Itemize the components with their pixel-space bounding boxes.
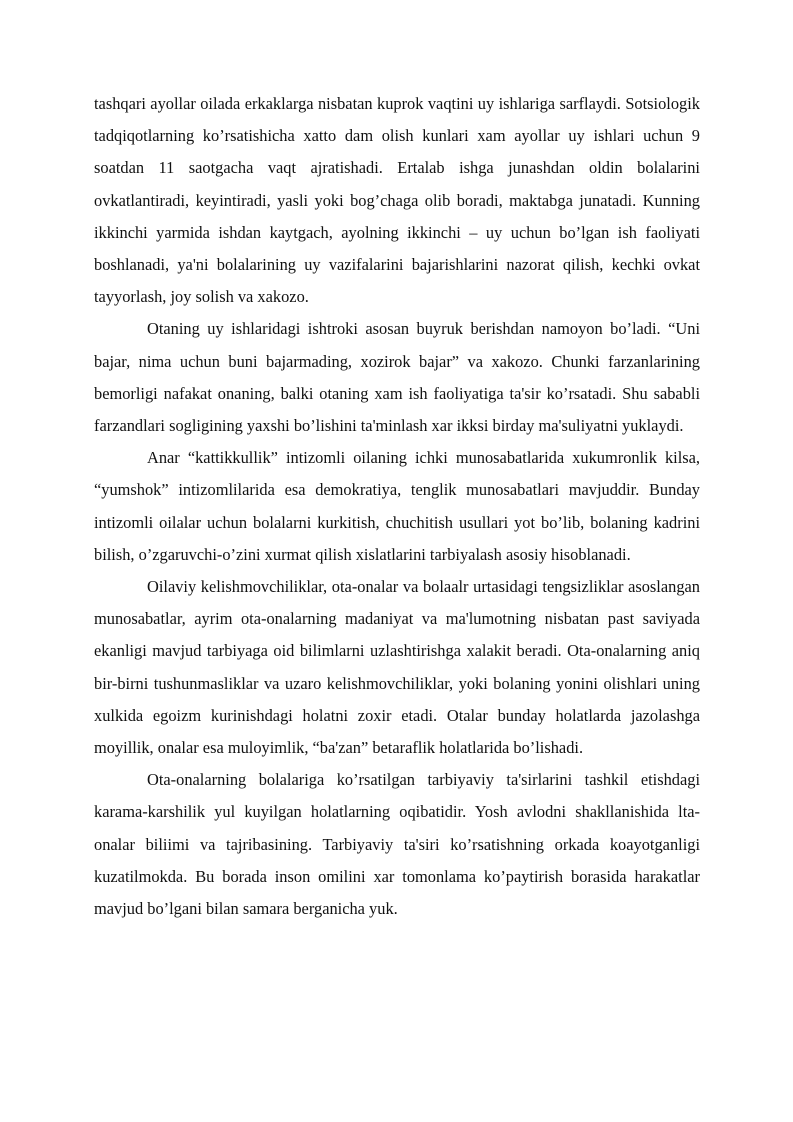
paragraph-2: Otaning uy ishlaridagi ishtroki asosan buyruk berishdan namoyon bo’ladi. “Uni bajar, nima uchun buni bajarmading, xozirok bajar” va xakozo. Chunki farzanlarining bemorligi nafakat onaning, balki otaning xam ish faoliyatiga ta'sir ko’rsatadi. Shu sababli farzandlari sogligining yaxshi bo’lishini ta'minlash xar ikksi birday ma'suliyatni yuklaydi.: [94, 319, 700, 436]
document-page: [94, 88, 700, 925]
paragraph-1: tashqari ayollar oilada erkaklarga nisbatan kuprok vaqtini uy ishlariga sarflaydi. Sotsiologik tadqiqotlarning ko’rsatishicha xatto dam olish kunlari xam ayollar uy ishlari uchun 9 soatdan 11 saotgacha vaqt ajratishadi. Ertalab ishga junashdan oldin bolalarini ovkatlantiradi, keyintiradi, yasli yoki bog’chaga olib boradi, maktabga junatadi. Kunning ikkinchi yarmida ishdan kaytgach, ayolning ikkinchi – uy uchun bo’lgan ish faoliyati boshlanadi, ya'ni bolalarining uy vazifalarini bajarishlarini nazorat qilish, kechki ovkat tayyorlash, joy solish va xakozo.: [94, 94, 700, 307]
paragraph-5: Ota-onalarning bolalariga ko’rsatilgan tarbiyaviy ta'sirlarini tashkil etishdagi karama-karshilik yul kuyilgan holatlarning oqibatidir. Yosh avlodni shakllanishida lta-onalar biliimi va tajribasining. Tarbiyaviy ta'siri ko’rsatishning orkada koayotganligi kuzatilmokda. Bu borada inson omilini xar tomonlama ko’paytirish borasida harakatlar mavjud bo’lgani bilan samara berganicha yuk.: [94, 770, 700, 919]
paragraph-3: Anar “kattikkullik” intizomli oilaning ichki munosabatlarida xukumronlik kilsa, “yumshok” intizomlilarida esa demokratiya, tenglik munosabatlari mavjuddir. Bunday intizomli oilalar uchun bolalarni kurkitish, chuchitish usullari yot bo’lib, bolaning kadrini bilish, o’zgaruvchi-o’zini xurmat qilish xislatlarini tarbiyalash asosiy hisoblanadi.: [94, 448, 700, 564]
paragraph-4: Oilaviy kelishmovchiliklar, ota-onalar va bolaalr urtasidagi tengsizliklar asoslangan munosabatlar, ayrim ota-onalarning madaniyat va ma'lumotning nisbatan past saviyada ekanligi mavjud tarbiyaga oid bilimlarni uzlashtirishga xalakit beradi. Ota-onalarning aniq bir-birni tushunmasliklar va uzaro kelishmovchiliklar, yoki bolaning yonini olishlari uning xulkida egoizm kurinishdagi holatni zoxir etadi. Otalar bunday holatlarda jazolashga moyillik, onalar esa muloyimlik, “ba'zan” betaraflik holatlarida bo’lishadi.: [94, 577, 700, 758]
